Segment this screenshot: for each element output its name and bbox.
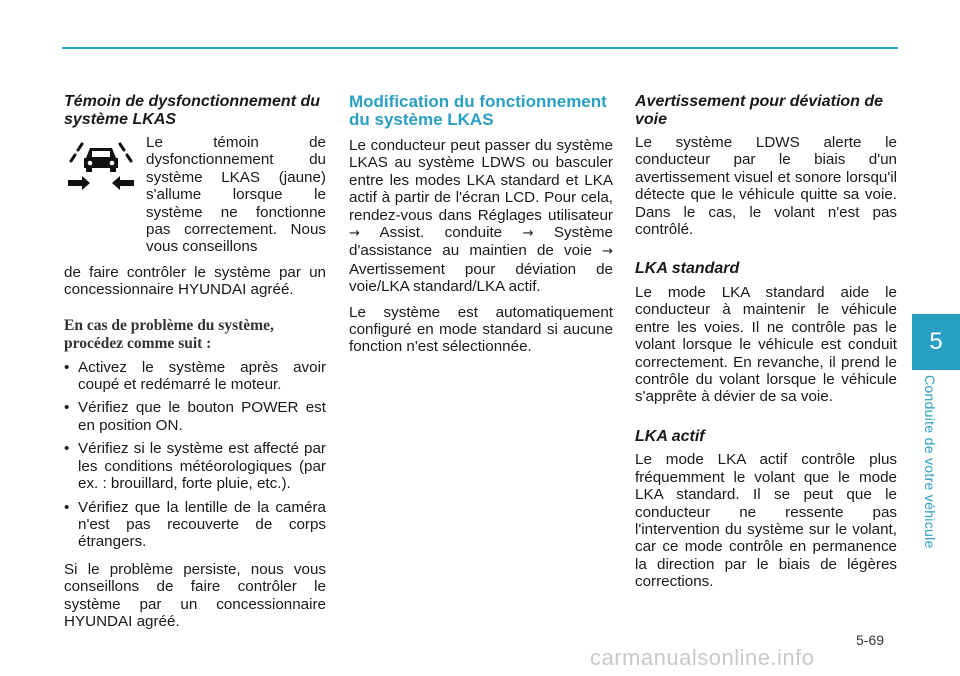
arrow-icon: → bbox=[349, 226, 360, 242]
column-lka-modes bbox=[635, 93, 897, 599]
list-item: • Vérifiez que le bouton POWER est en position ON. bbox=[64, 399, 326, 434]
default-mode-paragraph: Le système est automatiquement configuré en mode standard si aucune fonction n'est sélectionnée. bbox=[349, 303, 613, 356]
chapter-title: Conduite de votre véhicule bbox=[922, 375, 938, 549]
troubleshooting-list bbox=[64, 359, 326, 551]
contact-dealer-text: de faire contrôler le système par un concessionnaire HYUNDAI agréé. bbox=[64, 263, 326, 299]
page-number: 5-69 bbox=[856, 632, 885, 648]
text-run: Système d'assistance au maintien de voie bbox=[349, 224, 613, 260]
text-run: Le conducteur peut passer du système LKAS au système LDWS ou basculer entre les modes LKA standard et LKA actif à partir de l'écran LCD. Pour cela, rendez-vous dans Réglages utilisateur bbox=[349, 137, 613, 224]
indicator-description: Le témoin de dysfonctionnement du système LKAS (jaune) s'allume lorsque le système ne fonctionne pas correctement. Nous vous conseillons bbox=[146, 134, 326, 256]
watermark: carmanualsonline.info bbox=[590, 645, 815, 670]
text-run: Avertissement pour déviation de voie/LKA standard/LKA actif. bbox=[349, 260, 613, 296]
list-item: • Vérifiez que la lentille de la caméra n'est pas recouverte de corps étrangers. bbox=[64, 499, 326, 551]
list-item: • Activez le système après avoir coupé et redémarré le moteur. bbox=[64, 359, 326, 394]
indicator-block bbox=[64, 134, 326, 256]
lka-standard-paragraph: Le mode LKA standard aide le conducteur à maintenir le véhicule entre les voies. Il ne contrôle pas le volant lorsque le véhicule est conduit correctement. En revanche, il prend le contrôle du volant lorsque le véhicule s'apprête à dévier de sa voie. bbox=[635, 283, 897, 406]
section-heading-mode-change: Modification du fonctionnement du système LKAS bbox=[349, 92, 607, 129]
lka-actif-paragraph: Le mode LKA actif contrôle plus fréquemment le volant que le mode LKA standard. Il se peut que le conducteur ne ressente pas l'intervention du système sur le volant, car ce mode contrôle en permanence la direction par le biais de légères corrections. bbox=[635, 451, 897, 591]
column-lkas-malfunction bbox=[64, 93, 326, 638]
chapter-title-vertical bbox=[920, 375, 944, 555]
troubleshooting-subheading: En cas de problème du système, procédez comme suit : bbox=[64, 316, 274, 352]
section-heading-lkas-malfunction: Témoin de dysfonctionnement du système LKAS bbox=[64, 93, 321, 128]
mode-change-paragraph bbox=[349, 137, 613, 296]
closing-paragraph: Si le problème persiste, nous vous conseillons de faire contrôler le système par un concessionnaire HYUNDAI agréé. bbox=[64, 560, 326, 630]
arrow-icon: → bbox=[602, 244, 613, 260]
lkas-malfunction-warning-icon bbox=[62, 138, 140, 198]
column-lkas-mode-change bbox=[349, 93, 613, 364]
ldws-paragraph: Le système LDWS alerte le conducteur par le biais d'un avertissement visuel et sonore lorsqu'il détecte que le véhicule quitte sa voie. Dans le cas, le volant n'est pas contrôlé. bbox=[635, 134, 897, 239]
chapter-tab: 5 bbox=[912, 314, 960, 370]
section-heading-lka-actif: LKA actif bbox=[635, 427, 705, 445]
list-item: • Vérifiez si le système est affecté par les conditions météorologiques (par ex. : brouillard, forte pluie, etc.). bbox=[64, 440, 326, 492]
section-heading-ldws: Avertissement pour déviation de voie bbox=[635, 93, 884, 128]
arrow-icon: → bbox=[522, 226, 534, 242]
section-heading-lka-standard: LKA standard bbox=[635, 260, 740, 278]
top-rule bbox=[62, 47, 898, 49]
text-run: Assist. conduite bbox=[359, 224, 523, 242]
